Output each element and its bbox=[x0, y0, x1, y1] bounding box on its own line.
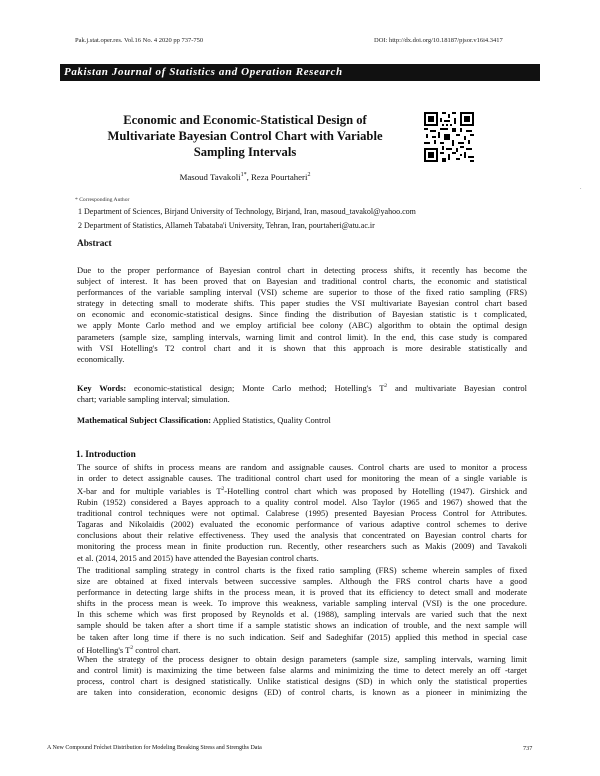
text-line: economically. bbox=[77, 353, 125, 364]
text-line: we apply Monte Carlo method and we employ artificial bee colony (ABC) algorithm to obtain the optimal design bbox=[77, 320, 527, 331]
keywords-line: Key Words: economic-statistical design; Monte Carlo method; Hotelling's $T^2$ and multivariate Bayesian control bbox=[77, 382, 528, 393]
text-line: et al. (2014, 2015 and 2015) have attended the Bayesian control charts. bbox=[77, 552, 319, 563]
text-line: are taken into consideration, economic designs (ED) of control charts, is known as a pioneer in minimizing the bbox=[77, 687, 527, 698]
text-line: subject of interest. It has been proved that on Bayesian and traditional control charts, the economic and statistical bbox=[77, 276, 527, 287]
corresponding-author-note: * Corresponding Author bbox=[75, 197, 130, 203]
qr-code-icon bbox=[424, 112, 474, 162]
text-line: Tagaras and Nikolaidis (2002) evaluated the economic performance of various adaptive control schemes to derive bbox=[77, 519, 527, 530]
title-line: Economic and Economic-Statistical Design of bbox=[123, 113, 367, 127]
keywords bbox=[77, 381, 527, 405]
text-line: in order to detect assignable causes. The traditional control chart used for monitoring the mean of a single variable is bbox=[77, 473, 527, 484]
text-line: process, control chart is designed statistically. Unlike statistical designs (SD) in which only the statistical properties bbox=[77, 676, 527, 687]
keywords-line: chart; variable sampling interval; simulation. bbox=[77, 393, 230, 404]
keywords-label: Key Words: bbox=[77, 382, 127, 393]
text-line: traditional control techniques were not optimal. Calabrese (1995) presented Bayesian Process Control for Attributes. bbox=[77, 508, 527, 519]
intro-paragraph-3 bbox=[77, 654, 527, 698]
text-line: strategy in detecting small to moderate shifts. This paper studies the VSI multivariate Bayesian control chart based bbox=[77, 298, 527, 309]
introduction-heading: 1. Introduction bbox=[76, 450, 136, 460]
text-line: conclusions about their relative effectiveness. They used the analysis that concentrated on Bayesian control charts for bbox=[77, 530, 527, 541]
text-line: The source of shifts in process means are random and assignable causes. Control charts are used to monitor a process bbox=[77, 462, 527, 472]
text-line: shifts in the process mean is week. To improve this weakness, variable sampling interval (VSI) is the one procedure. bbox=[77, 598, 527, 609]
text-line: performances of the variable sampling interval (VSI) scheme are superior to those of the fixed ratio sampling (FRS) bbox=[77, 287, 527, 298]
affiliation-1: 1 Department of Sciences, Birjand University of Technology, Birjand, Iran, masoud_tavakol@yahoo.com bbox=[78, 207, 416, 216]
text-line: and control limit) is maximizing the time between false alarms and minimizing the time to detect merely an off -target bbox=[77, 665, 527, 676]
journal-banner: Pakistan Journal of Statistics and Operation Research bbox=[60, 64, 540, 81]
intro-paragraph-1 bbox=[77, 462, 527, 564]
abstract-heading: Abstract bbox=[77, 239, 112, 249]
abstract-body bbox=[77, 265, 527, 365]
title-line: Sampling Intervals bbox=[193, 145, 297, 159]
text-line: sample should be taken after a short time if a sample statistic shows an indication of trouble, and the next sample will bbox=[77, 620, 527, 631]
text-line: be taken after long time if there is no such indication. Seif and Sadeghifar (2015) applied this method in special case bbox=[77, 631, 527, 642]
page-number: 737 bbox=[523, 745, 533, 752]
text-line: performance in detecting large shifts in the process mean, it is proved that its efficiency to detect small and moderate bbox=[77, 587, 527, 598]
authors: Masoud Tavakoli$^{1*}$, Reza Pourtaheri$^2$ bbox=[179, 172, 311, 182]
text-line: When the strategy of the process designer to obtain design parameters (sample size, sampling intervals, warning limit bbox=[77, 654, 527, 664]
text-line: of Hotelling's $T^2$ control chart. bbox=[77, 644, 181, 655]
text-line: Rubin (1952) considered a Bayes approach to a quality control model. Also Taylor (1965 and 1967) showed that the bbox=[77, 497, 527, 508]
margin-mark: . bbox=[580, 185, 582, 191]
text-line: size are obtained at fixed intervals between successive samples. Although the FRS control charts have a good bbox=[77, 576, 527, 587]
text-line: In this scheme which was first proposed by Reynolds et al. (1988), sampling intervals are varied such that the next bbox=[77, 609, 527, 620]
subject-classification bbox=[77, 415, 527, 426]
citation-header: Pak.j.stat.oper.res. Vol.16 No. 4 2020 pp 737-750 bbox=[75, 37, 204, 44]
msc-value: Applied Statistics, Quality Control bbox=[211, 415, 331, 425]
text-line: X-bar and for multiple variables is $T^2$-Hotelling control chart which was proposed by Hotelling (1947). Girshick and bbox=[77, 486, 527, 497]
text-line: on economic and economic-statistical designs. Since finding the distribution of Bayesian statistic is t complicated, bbox=[77, 309, 527, 320]
msc-label: Mathematical Subject Classification: bbox=[77, 415, 212, 425]
text-line: parameters (sample size, sampling intervals, warning limit and control limit). In the end, this case study is compared bbox=[77, 331, 527, 342]
text-line: The traditional sampling strategy in control charts is the fixed ratio sampling (FRS) scheme wherein samples of fixed bbox=[77, 565, 527, 575]
intro-paragraph-2 bbox=[77, 565, 527, 656]
text-line: with VSI Hotelling's T2 control chart and it is shown that this approach is more desirable statistically and bbox=[77, 342, 527, 353]
text-line: monitoring the process mean in finite production run. Recently, other researchers such as Makis (2009) and Tavakoli bbox=[77, 541, 527, 552]
footer-running-title: A New Compound Fréchet Distribution for Modeling Breaking Stress and Strengths Data bbox=[47, 745, 262, 751]
text-line: Due to the proper performance of Bayesian control chart in detecting process shifts, it recently has become the bbox=[77, 265, 527, 275]
paper-title bbox=[85, 112, 405, 160]
doi-header[interactable]: DOI: http://dx.doi.org/10.18187/pjsor.v16i4.3417 bbox=[374, 37, 503, 44]
affiliation-2: 2 Department of Statistics, Allameh Tabataba'i University, Tehran, Iran, pourtaheri@atu.ac.ir bbox=[78, 221, 375, 230]
title-line: Multivariate Bayesian Control Chart with Variable bbox=[107, 129, 383, 143]
